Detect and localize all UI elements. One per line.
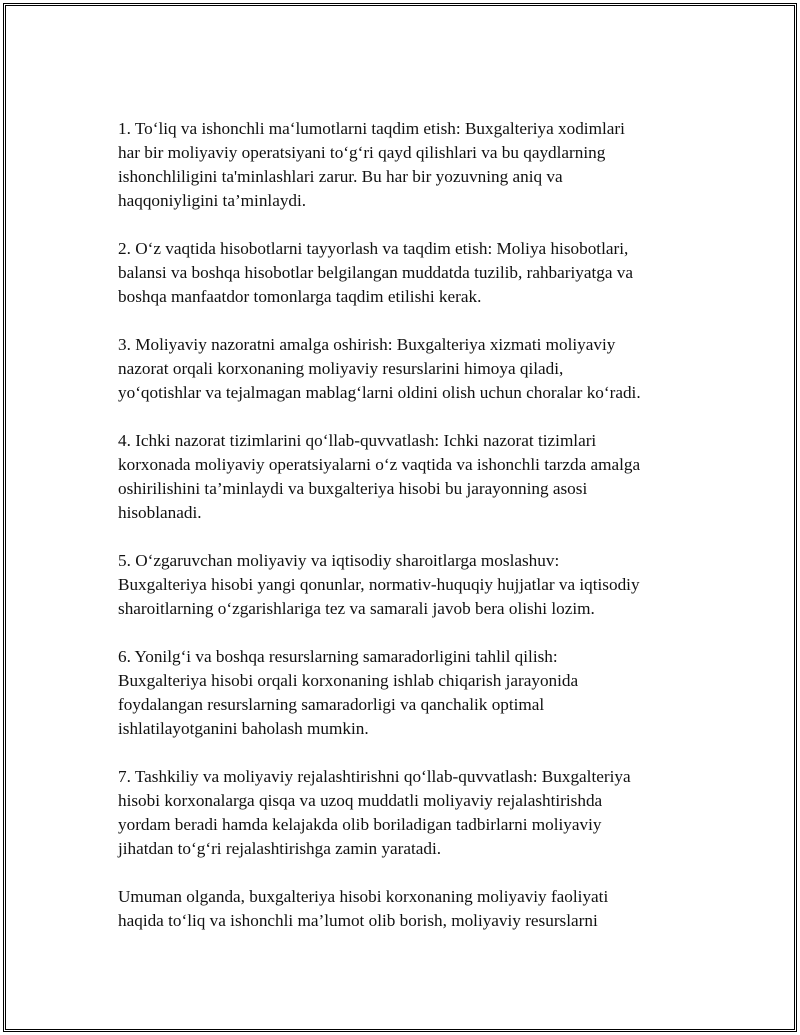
paragraph-line: korxonada moliyaviy operatsiyalarni o‘z vaqtida va ishonchli tarzda amalga <box>118 455 641 474</box>
paragraph-line: Umuman olganda, buxgalteriya hisobi korxonaning moliyaviy faoliyati <box>118 887 609 906</box>
paragraph-1 <box>118 117 703 213</box>
document-body <box>118 117 703 933</box>
paragraph-line: balansi va boshqa hisobotlar belgilangan muddatda tuzilib, rahbariyatga va <box>118 263 633 282</box>
paragraph-line: hisobi korxonalarga qisqa va uzoq muddatli moliyaviy rejalashtirishda <box>118 791 603 810</box>
paragraph-5 <box>118 549 703 621</box>
paragraph-line: 1. To‘liq va ishonchli ma‘lumotlarni taqdim etish: Buxgalteriya xodimlari <box>118 119 625 138</box>
paragraph-7 <box>118 765 703 861</box>
paragraph-line: ishonchliligini ta'minlashlari zarur. Bu har bir yozuvning aniq va <box>118 167 563 186</box>
paragraph-line: boshqa manfaatdor tomonlarga taqdim etilishi kerak. <box>118 287 482 306</box>
paragraph-line: jihatdan to‘g‘ri rejalashtirishga zamin yaratadi. <box>118 839 442 858</box>
paragraph-line: sharoitlarning o‘zgarishlariga tez va samarali javob bera olishi lozim. <box>118 599 595 618</box>
paragraph-line: foydalangan resurslarning samaradorligi va qanchalik optimal <box>118 695 545 714</box>
paragraph-4 <box>118 429 703 525</box>
paragraph-8 <box>118 885 703 933</box>
paragraph-line: 5. O‘zgaruvchan moliyaviy va iqtisodiy sharoitlarga moslashuv: <box>118 551 560 570</box>
paragraph-line: Buxgalteriya hisobi yangi qonunlar, normativ-huquqiy hujjatlar va iqtisodiy <box>118 575 640 594</box>
paragraph-line: oshirilishini ta’minlaydi va buxgalteriya hisobi bu jarayonning asosi <box>118 479 588 498</box>
paragraph-line: 4. Ichki nazorat tizimlarini qo‘llab-quvvatlash: Ichki nazorat tizimlari <box>118 431 597 450</box>
paragraph-line: nazorat orqali korxonaning moliyaviy resurslarini himoya qiladi, <box>118 359 564 378</box>
paragraph-6 <box>118 645 703 741</box>
paragraph-line: hisoblanadi. <box>118 503 202 522</box>
paragraph-line: ishlatilayotganini baholash mumkin. <box>118 719 369 738</box>
paragraph-line: 7. Tashkiliy va moliyaviy rejalashtirishni qo‘llab-quvvatlash: Buxgalteriya <box>118 767 631 786</box>
paragraph-line: har bir moliyaviy operatsiyani to‘g‘ri qayd qilishlari va bu qaydlarning <box>118 143 606 162</box>
paragraph-line: 6. Yonilg‘i va boshqa resurslarning samaradorligini tahlil qilish: <box>118 647 558 666</box>
paragraph-line: Buxgalteriya hisobi orqali korxonaning ishlab chiqarish jarayonida <box>118 671 579 690</box>
paragraph-2 <box>118 237 703 309</box>
paragraph-3 <box>118 333 703 405</box>
paragraph-line: yo‘qotishlar va tejalmagan mablag‘larni oldini olish uchun choralar ko‘radi. <box>118 383 641 402</box>
paragraph-line: haqqoniyligini ta’minlaydi. <box>118 191 307 210</box>
paragraph-line: 3. Moliyaviy nazoratni amalga oshirish: Buxgalteriya xizmati moliyaviy <box>118 335 616 354</box>
paragraph-line: haqida to‘liq va ishonchli ma’lumot olib borish, moliyaviy resurslarni <box>118 911 598 930</box>
paragraph-line: 2. O‘z vaqtida hisobotlarni tayyorlash va taqdim etish: Moliya hisobotlari, <box>118 239 629 258</box>
paragraph-line: yordam beradi hamda kelajakda olib boriladigan tadbirlarni moliyaviy <box>118 815 602 834</box>
